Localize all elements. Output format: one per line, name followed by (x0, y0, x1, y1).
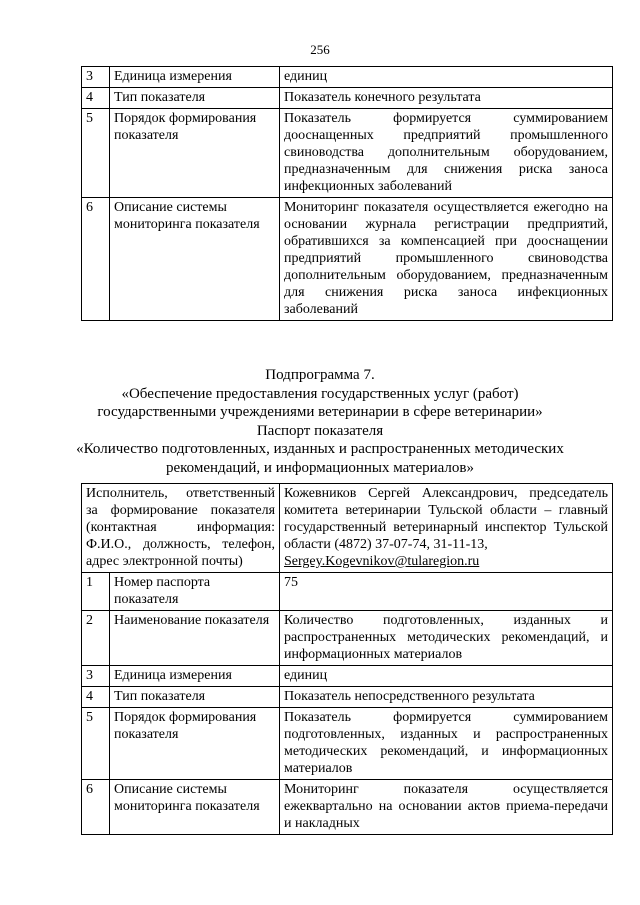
table-row (82, 109, 613, 198)
subprogram-heading (60, 366, 580, 477)
table-row (82, 611, 613, 666)
subprogram-name-line-2: государственными учреждениями ветеринарии в сфере ветеринарии» (97, 404, 543, 420)
row-label: Описание системы мониторинга показателя (110, 198, 280, 321)
row-number: 3 (82, 67, 110, 88)
row-value: 75 (280, 573, 613, 611)
executor-row (82, 484, 613, 573)
row-label: Номер паспорта показателя (110, 573, 280, 611)
executor-email-link[interactable]: Sergey.Kogevnikov@tularegion.ru (284, 554, 480, 569)
row-value: единиц (280, 666, 613, 687)
row-number: 2 (82, 611, 110, 666)
table-row (82, 198, 613, 321)
indicator-table-1 (81, 66, 613, 321)
table-row (82, 67, 613, 88)
indicator-passport-table (81, 483, 613, 835)
row-value: Показатель формируется суммированием дооснащенных предприятий промышленного свиноводства дополнительным оборудованием, предназначенным для снижения риска заноса инфекционных заболеваний (280, 109, 613, 198)
row-value: Показатель непосредственного результата (280, 687, 613, 708)
row-number: 4 (82, 88, 110, 109)
subprogram-name-line-1: «Обеспечение предоставления государственных услуг (работ) (121, 385, 519, 402)
table-row (82, 666, 613, 687)
row-number: 5 (82, 109, 110, 198)
row-label: Единица измерения (110, 666, 280, 687)
page-number: 256 (310, 42, 330, 57)
row-value: единиц (280, 67, 613, 88)
table-row (82, 88, 613, 109)
executor-value (280, 484, 613, 573)
row-label: Тип показателя (110, 88, 280, 109)
row-label: Тип показателя (110, 687, 280, 708)
row-value: Показатель формируется суммированием подготовленных, изданных и распространенных методических рекомендаций, и информационных материалов (280, 708, 613, 780)
row-number: 6 (82, 780, 110, 835)
row-number: 4 (82, 687, 110, 708)
executor-label: Исполнитель, ответственный за формирование показателя (контактная информация: Ф.И.О., должность, телефон, адрес электронной почты) (82, 484, 280, 573)
row-label: Порядок формирования показателя (110, 708, 280, 780)
executor-contact: Кожевников Сергей Александрович, председатель комитета ветеринарии Тульской области – главный государственный ветеринарный инспектор Тульской области (4872) 37-07-74, 31-11-13, (284, 486, 609, 552)
row-number: 6 (82, 198, 110, 321)
table-row (82, 687, 613, 708)
row-value: Количество подготовленных, изданных и распространенных методических рекомендаций, и информационных материалов (280, 611, 613, 666)
row-label: Описание системы мониторинга показателя (110, 780, 280, 835)
row-number: 3 (82, 666, 110, 687)
row-label: Единица измерения (110, 67, 280, 88)
row-label: Порядок формирования показателя (110, 109, 280, 198)
passport-title: Паспорт показателя (256, 422, 384, 439)
table-row (82, 780, 613, 835)
row-number: 5 (82, 708, 110, 780)
table-row (82, 708, 613, 780)
table-row (82, 573, 613, 611)
row-value: Показатель конечного результата (280, 88, 613, 109)
row-label: Наименование показателя (110, 611, 280, 666)
indicator-name-line-1: «Количество подготовленных, изданных и распространенных методических (76, 441, 564, 457)
row-number: 1 (82, 573, 110, 611)
indicator-name-line-2: рекомендаций, и информационных материалов» (165, 459, 474, 476)
row-value: Мониторинг показателя осуществляется ежеквартально на основании актов приема-передачи и накладных (280, 780, 613, 835)
subprogram-title: Подпрограмма 7. (265, 367, 375, 383)
row-value: Мониторинг показателя осуществляется ежегодно на основании журнала регистрации предприятий, обратившихся за компенсацией при дооснащении предприятий промышленного свиноводства дополнительным оборудованием, предназначенным для снижения риска заноса инфекционных заболеваний (280, 198, 613, 321)
